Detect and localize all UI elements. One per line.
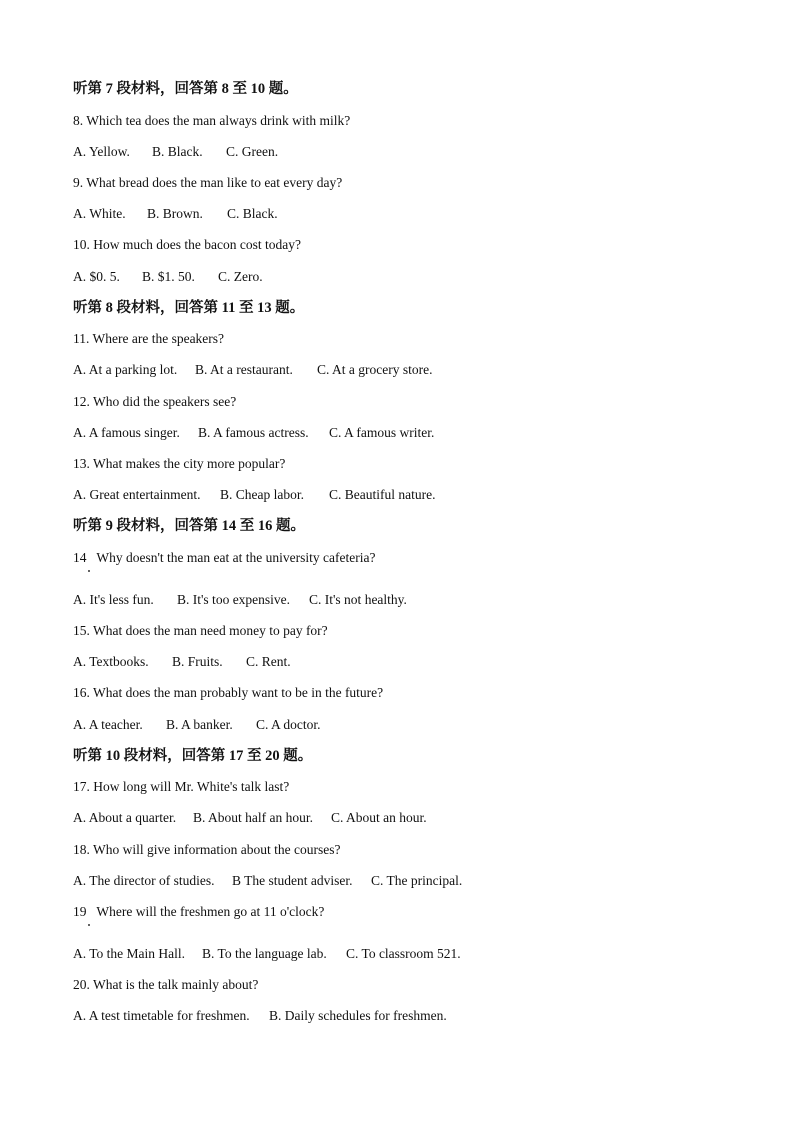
answer-options <box>73 653 291 671</box>
question-text: 18. Who will give information about the courses? <box>73 842 341 857</box>
option-a: A. A teacher. <box>73 717 143 732</box>
answer-options <box>73 361 432 379</box>
option-b: B. Fruits. <box>172 654 223 669</box>
option-b: B. Brown. <box>147 206 203 221</box>
option-b: B. Daily schedules for freshmen. <box>269 1008 447 1023</box>
question-text: 13. What makes the city more popular? <box>73 456 286 471</box>
option-c: C. To classroom 521. <box>346 946 461 961</box>
option-a: A. A famous singer. <box>73 425 180 440</box>
option-a: A. About a quarter. <box>73 810 177 825</box>
question-text: 8. Which tea does the man always drink with milk? <box>73 113 351 128</box>
answer-options <box>73 591 407 609</box>
option-a: A. To the Main Hall. <box>73 946 186 961</box>
question-text: 15. What does the man need money to pay for? <box>73 623 328 638</box>
option-b: B. A banker. <box>166 717 233 732</box>
option-a: A. $0. 5. <box>73 269 120 284</box>
question-text: 12. Who did the speakers see? <box>73 394 237 409</box>
answer-options <box>73 716 321 734</box>
question-text: 14 Why doesn't the man eat at the university cafeteria? <box>73 550 376 565</box>
question-text: 17. How long will Mr. White's talk last? <box>73 779 290 794</box>
option-b: B. To the language lab. <box>202 946 327 961</box>
option-a: A. It's less fun. <box>73 592 154 607</box>
question-text: 10. How much does the bacon cost today? <box>73 237 301 252</box>
option-c: C. The principal. <box>371 873 463 888</box>
option-c: C. It's not healthy. <box>309 592 407 607</box>
question-text: 9. What bread does the man like to eat every day? <box>73 175 343 190</box>
option-c: C. Zero. <box>218 269 263 284</box>
answer-options <box>73 1007 447 1025</box>
option-b: B. Black. <box>152 144 203 159</box>
answer-options <box>73 872 462 890</box>
option-c: C. About an hour. <box>331 810 427 825</box>
option-c: C. Beautiful nature. <box>329 487 436 502</box>
question-text: 20. What is the talk mainly about? <box>73 977 259 992</box>
option-a: A. A test timetable for freshmen. <box>73 1008 250 1023</box>
option-c: C. At a grocery store. <box>317 362 433 377</box>
stray-dot <box>88 570 90 572</box>
option-b: B. $1. 50. <box>142 269 195 284</box>
answer-options <box>73 205 278 223</box>
option-c: C. Black. <box>227 206 278 221</box>
stray-dot <box>88 924 90 926</box>
option-b: B. It's too expensive. <box>177 592 291 607</box>
option-c: C. A famous writer. <box>329 425 435 440</box>
question-text: 16. What does the man probably want to be in the future? <box>73 685 384 700</box>
answer-options <box>73 945 461 963</box>
answer-options <box>73 424 434 442</box>
question-text: 19 Where will the freshmen go at 11 o'clock? <box>73 904 325 919</box>
section-heading: 听第 9 段材料，回答第 14 至 16 题。 <box>73 518 305 534</box>
option-b: B. A famous actress. <box>198 425 309 440</box>
answer-options <box>73 268 263 286</box>
answer-options <box>73 143 278 161</box>
option-b: B. At a restaurant. <box>195 362 293 377</box>
answer-options <box>73 809 427 827</box>
option-a: A. White. <box>73 206 126 221</box>
question-text: 11. Where are the speakers? <box>73 331 225 346</box>
option-c: C. Green. <box>226 144 279 159</box>
option-b: B. About half an hour. <box>193 810 313 825</box>
option-a: A. Yellow. <box>73 144 130 159</box>
option-a: A. At a parking lot. <box>73 362 178 377</box>
option-c: C. A doctor. <box>256 717 321 732</box>
option-a: A. The director of studies. <box>73 873 215 888</box>
option-b: B. Cheap labor. <box>220 487 304 502</box>
section-heading: 听第 10 段材料，回答第 17 至 20 题。 <box>73 748 313 764</box>
section-heading: 听第 7 段材料，回答第 8 至 10 题。 <box>73 81 298 97</box>
option-c: C. Rent. <box>246 654 291 669</box>
section-heading: 听第 8 段材料，回答第 11 至 13 题。 <box>73 300 305 316</box>
option-a: A. Textbooks. <box>73 654 149 669</box>
option-b: B The student adviser. <box>232 873 353 888</box>
option-a: A. Great entertainment. <box>73 487 201 502</box>
answer-options <box>73 486 435 504</box>
